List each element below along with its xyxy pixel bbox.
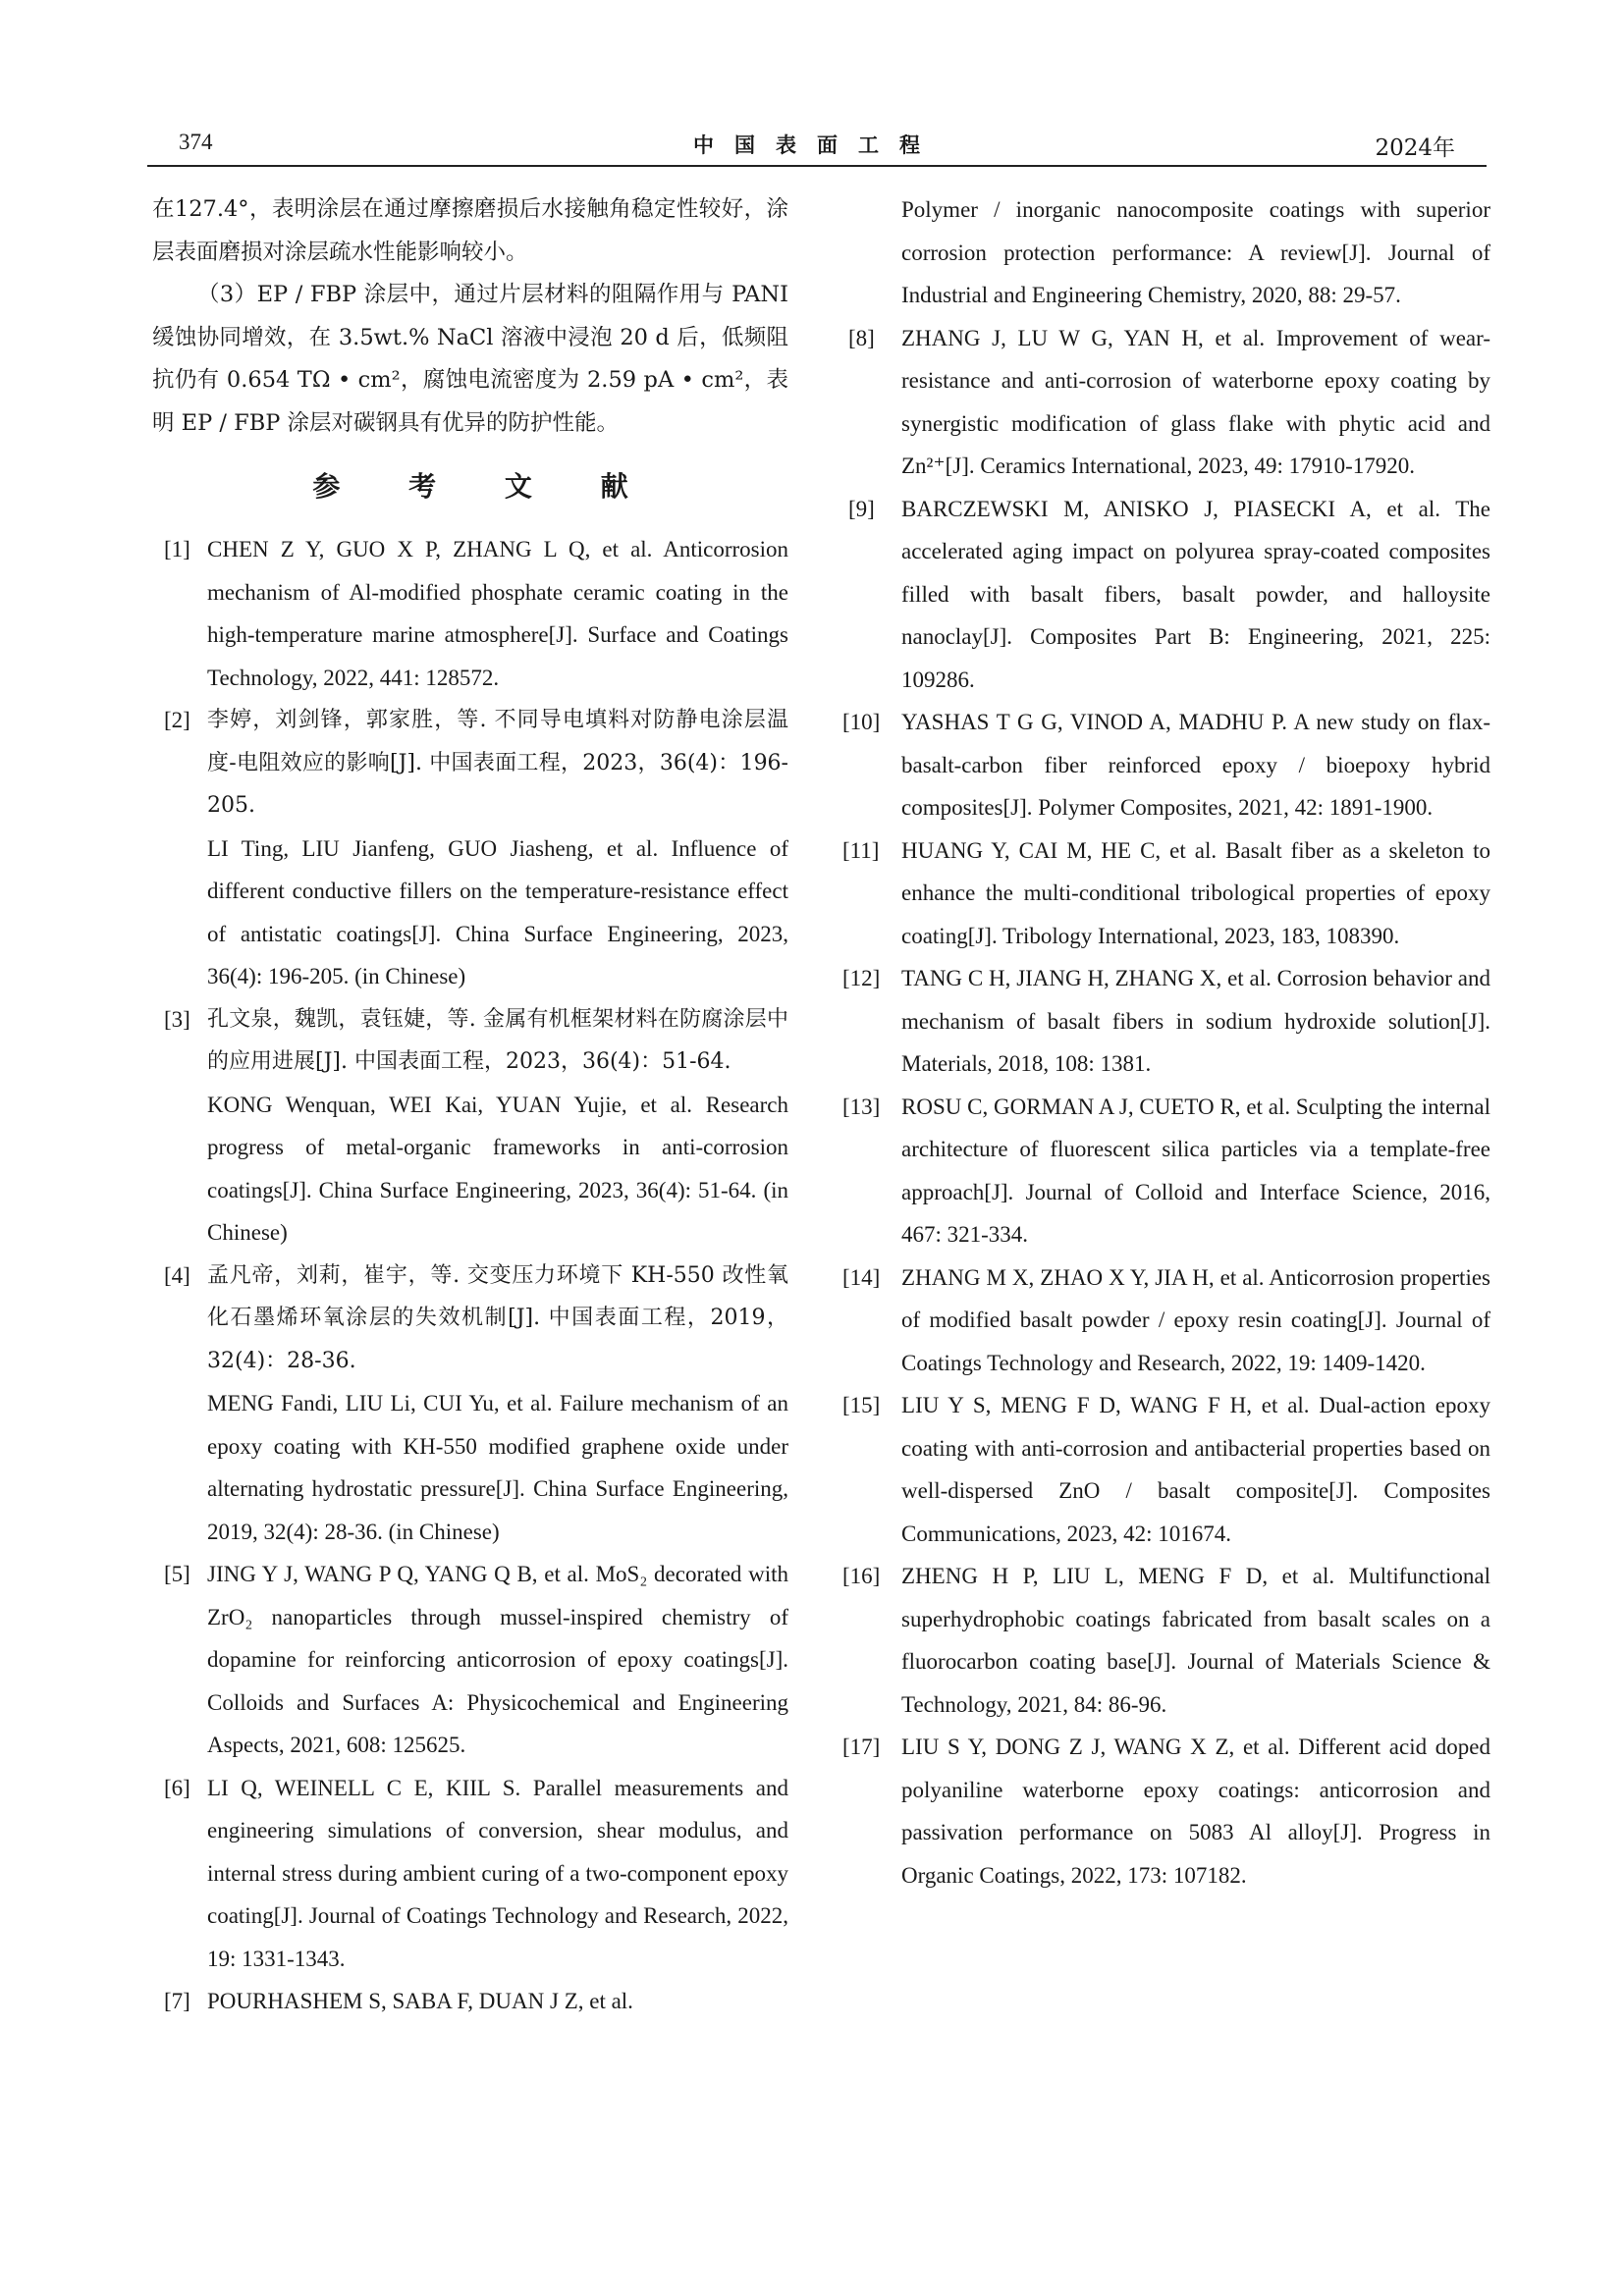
reference-text: TANG C H, JIANG H, ZHANG X, et al. Corrosion behavior and mechanism of basalt fibers in sodium hydroxide solution[J]. Materials, 2018, 108: 1381.: [901, 966, 1490, 1076]
reference-item: [152, 1553, 788, 1767]
reference-item: [152, 998, 788, 1255]
reference-number: [4]: [164, 1262, 190, 1288]
reference-item: [842, 1555, 1490, 1726]
reference-text: YASHAS T G G, VINOD A, MADHU P. A new study on flax-basalt-carbon fiber reinforced epoxy / bioepoxy hybrid composites[J]. Polymer Composites, 2021, 42: 1891-1900.: [901, 710, 1490, 820]
page-header: [147, 126, 1487, 167]
reference-text: LIU S Y, DONG Z J, WANG X Z, et al. Different acid doped polyaniline waterborne epoxy coatings: anticorrosion and passivation performance on 5083 Al alloy[J]. Progress in Organic Coatings, 2022, 173: 107182.: [901, 1735, 1490, 1888]
journal-title: 中国表面工程: [693, 133, 941, 157]
reference-text: ZHENG H P, LIU L, MENG F D, et al. Multifunctional superhydrophobic coatings fabricated from basalt scales on a fluorocarbon coating base[J]. Journal of Materials Science & Technology, 2021, 84: 86-96.: [901, 1564, 1490, 1717]
reference-text: ROSU C, GORMAN A J, CUETO R, et al. Sculpting the internal architecture of fluorescent silica particles via a template-free approach[J]. Journal of Colloid and Interface Science, 2016, 467: 321-334.: [901, 1094, 1490, 1247]
reference-item: [152, 1980, 788, 2023]
reference-item: [842, 1384, 1490, 1555]
reference-text: LI Q, WEINELL C E, KIIL S. Parallel measurements and engineering simulations of conversion, shear modulus, and internal stress during ambient curing of a two-component epoxy coating[J]. Journal of Coatings Technology and Research, 2022, 19: 1331-1343.: [207, 1775, 788, 1971]
reference-item: [842, 957, 1490, 1086]
reference-number: [5]: [164, 1562, 190, 1586]
right-column: [842, 188, 1490, 1896]
conclusion-paragraph: （3）EP / FBP 涂层中，通过片层材料的阻隔作用与 PANI 缓蚀协同增效，在 3.5wt.% NaCl 溶液中浸泡 20 d 后，低频阻抗仍有 0.654 TΩ • cm²，腐蚀电流密度为 2.59 pA • cm²，表明 EP / FBP 涂层对碳钢具有优异的防护性能。: [152, 282, 788, 436]
reference-number: [12]: [842, 966, 881, 990]
reference-text-chinese: 李婷，刘剑锋，郭家胜，等. 不同导电填料对防静电涂层温度-电阻效应的影响[J]. 中国表面工程，2023，36(4)：196-205.: [207, 708, 788, 818]
reference-item: [152, 699, 788, 998]
reference-item: [842, 1726, 1490, 1896]
reference-item: [842, 829, 1490, 958]
reference-text: ZHANG M X, ZHAO X Y, JIA H, et al. Anticorrosion properties of modified basalt powder / epoxy resin coating[J]. Journal of Coatings Technology and Research, 2022, 19: 1409-1420.: [901, 1264, 1490, 1375]
reference-continuation: Polymer / inorganic nanocomposite coatings with superior corrosion protection performance: A review[J]. Journal of Industrial and Engineering Chemistry, 2020, 88: 29-57.: [901, 197, 1490, 307]
page-number: 374: [179, 130, 213, 154]
reference-number: [17]: [842, 1735, 881, 1759]
reference-number: [11]: [842, 837, 880, 863]
reference-number: [9]: [848, 496, 875, 521]
reference-item: [842, 1256, 1490, 1385]
reference-number: [14]: [842, 1264, 881, 1290]
reference-text: LI Ting, LIU Jianfeng, GUO Jiasheng, et al. Influence of different conductive fillers on the temperature-resistance effect of antistatic coatings[J]. China Surface Engineering, 2023, 36(4): 196-205. (in Chinese): [207, 835, 788, 988]
reference-text-chinese: 孔文泉，魏凯，袁钰婕，等. 金属有机框架材料在防腐涂层中的应用进展[J]. 中国表面工程，2023，36(4)：51-64.: [207, 1006, 788, 1074]
reference-number: [15]: [842, 1393, 881, 1417]
reference-number: [13]: [842, 1094, 881, 1119]
reference-text: POURHASHEM S, SABA F, DUAN J Z, et al.: [207, 1989, 633, 2013]
reference-number: [8]: [848, 325, 875, 350]
reference-item: [152, 528, 788, 699]
reference-item: [152, 1255, 788, 1554]
reference-text: LIU Y S, MENG F D, WANG F H, et al. Dual-action epoxy coating with anti-corrosion and antibacterial properties based on well-dispersed ZnO / basalt composite[J]. Composites Communications, 2023, 42: 101674.: [901, 1393, 1490, 1546]
reference-number: [3]: [164, 1006, 190, 1032]
references-heading: 参 考 文 献: [312, 470, 658, 503]
reference-number: [1]: [164, 537, 190, 561]
reference-item: [842, 488, 1490, 702]
reference-text: HUANG Y, CAI M, HE C, et al. Basalt fiber as a skeleton to enhance the multi-conditional tribological properties of epoxy coating[J]. Tribology International, 2023, 183, 108390.: [901, 837, 1490, 948]
reference-text: JING Y J, WANG P Q, YANG Q B, et al. MoS₂ decorated with ZrO₂ nanoparticles through mussel-inspired chemistry of dopamine for reinforcing anticorrosion of epoxy coatings[J]. Colloids and Surfaces A: Physicochemical and Engineering Aspects, 2021, 608: 125625.: [207, 1562, 788, 1757]
reference-item: [842, 317, 1490, 488]
reference-item: [152, 1767, 788, 1981]
reference-text: MENG Fandi, LIU Li, CUI Yu, et al. Failure mechanism of an epoxy coating with KH-550 modified graphene oxide under alternating hydrostatic pressure[J]. China Surface Engineering, 2019, 32(4): 28-36. (in Chinese): [207, 1391, 788, 1544]
publication-year: 2024年: [1375, 135, 1455, 161]
reference-text: CHEN Z Y, GUO X P, ZHANG L Q, et al. Anticorrosion mechanism of Al-modified phosphate ceramic coating in the high-temperature marine atmosphere[J]. Surface and Coatings Technology, 2022, 441: 128572.: [207, 537, 788, 690]
reference-number: [6]: [164, 1775, 190, 1800]
reference-text: ZHANG J, LU W G, YAN H, et al. Improvement of wear-resistance and anti-corrosion of waterborne epoxy coating by synergistic modification of glass flake with phytic acid and Zn²⁺[J]. Ceramics International, 2023, 49: 17910-17920.: [901, 325, 1490, 478]
reference-number: [2]: [164, 708, 190, 732]
body-paragraph: 在127.4°，表明涂层在通过摩擦磨损后水接触角稳定性较好，涂层表面磨损对涂层疏水性能影响较小。: [152, 196, 788, 265]
reference-text: KONG Wenquan, WEI Kai, YUAN Yujie, et al. Research progress of metal-organic frameworks in anti-corrosion coatings[J]. China Surface Engineering, 2023, 36(4): 51-64. (in Chinese): [207, 1092, 788, 1245]
reference-text: BARCZEWSKI M, ANISKO J, PIASECKI A, et al. The accelerated aging impact on polyurea spray-coated composites filled with basalt fibers, basalt powder, and halloysite nanoclay[J]. Composites Part B: Engineering, 2021, 225: 109286.: [901, 496, 1490, 692]
reference-item: [842, 1086, 1490, 1256]
reference-text-chinese: 孟凡帝，刘莉，崔宇，等. 交变压力环境下 KH-550 改性氧化石墨烯环氧涂层的失效机制[J]. 中国表面工程，2019，32(4)：28-36.: [207, 1262, 788, 1373]
left-column: [152, 188, 788, 2023]
reference-item: [842, 701, 1490, 829]
reference-number: [10]: [842, 710, 881, 734]
reference-number: [16]: [842, 1564, 881, 1588]
reference-number: [7]: [164, 1989, 190, 2013]
